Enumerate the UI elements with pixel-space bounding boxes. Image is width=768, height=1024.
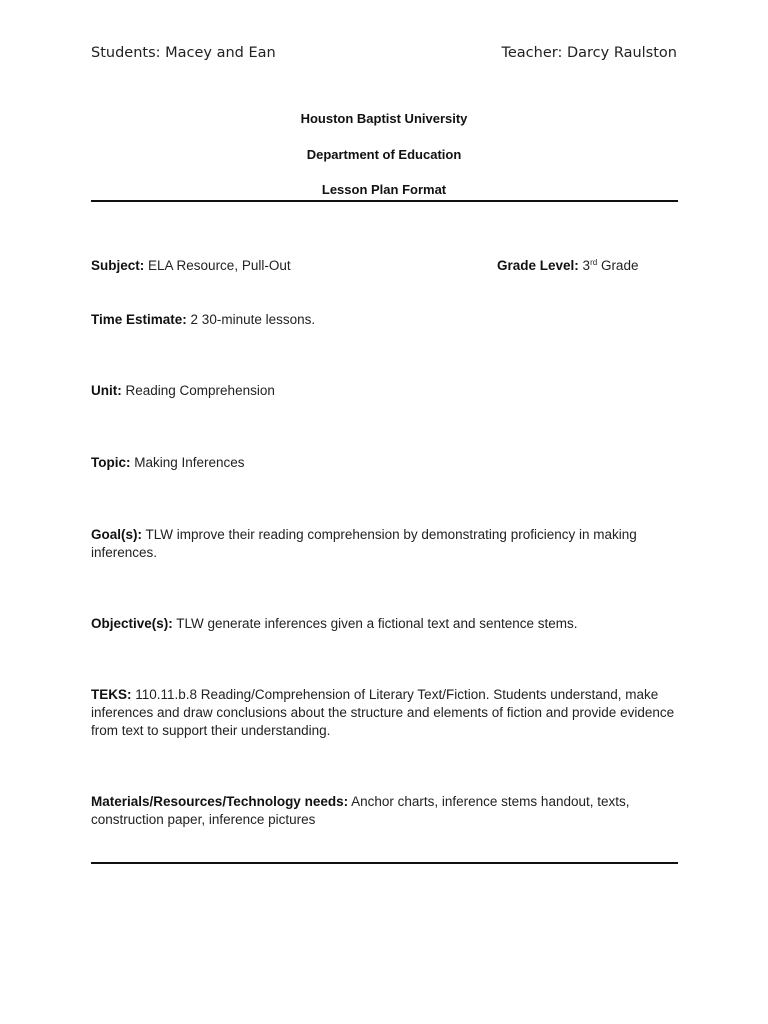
topic-value: Making Inferences — [130, 455, 245, 470]
students-header: Students: Macey and Ean — [91, 45, 276, 61]
grade-level-label: Grade Level: — [497, 258, 579, 273]
bottom-divider — [91, 862, 678, 864]
unit-value: Reading Comprehension — [121, 383, 275, 398]
teacher-header: Teacher: Darcy Raulston — [501, 45, 677, 61]
time-estimate-label: Time Estimate: — [91, 312, 187, 327]
subject-label: Subject: — [91, 258, 145, 273]
objective-field — [91, 615, 681, 633]
grade-level-field — [497, 257, 638, 275]
grade-level-number: 3 — [578, 258, 591, 273]
unit-field — [91, 382, 681, 400]
top-divider — [91, 200, 678, 202]
goal-value: TLW improve their reading comprehension by demonstrating proficiency in making inferences. — [91, 527, 637, 560]
format-title: Lesson Plan Format — [321, 182, 447, 197]
materials-label: Materials/Resources/Technology needs: — [91, 794, 349, 809]
teks-label: TEKS: — [91, 687, 132, 702]
objective-label: Objective(s): — [91, 616, 173, 631]
goal-label: Goal(s): — [91, 527, 143, 542]
goal-field — [91, 526, 681, 562]
materials-field — [91, 793, 681, 829]
university-title: Houston Baptist University — [300, 111, 468, 126]
objective-value: TLW generate inferences given a fictional text and sentence stems. — [172, 616, 578, 631]
unit-label: Unit: — [91, 383, 122, 398]
topic-field — [91, 454, 681, 472]
teks-value: 110.11.b.8 Reading/Comprehension of Literary Text/Fiction. Students understand, make inferences and draw conclusions about the structure and elements of fiction and provide evidence from text to support their understanding. — [91, 687, 675, 738]
materials-value: Anchor charts, inference stems handout, texts, construction paper, inference pictures — [91, 794, 630, 827]
department-title: Department of Education — [306, 147, 462, 162]
grade-level-value: Grade — [597, 258, 639, 273]
topic-label: Topic: — [91, 455, 131, 470]
time-estimate-field — [91, 311, 681, 329]
time-estimate-value: 2 30-minute lessons. — [186, 312, 316, 327]
teks-field — [91, 686, 681, 740]
grade-level-suffix: rd — [590, 258, 598, 267]
subject-value: ELA Resource, Pull-Out — [144, 258, 291, 273]
